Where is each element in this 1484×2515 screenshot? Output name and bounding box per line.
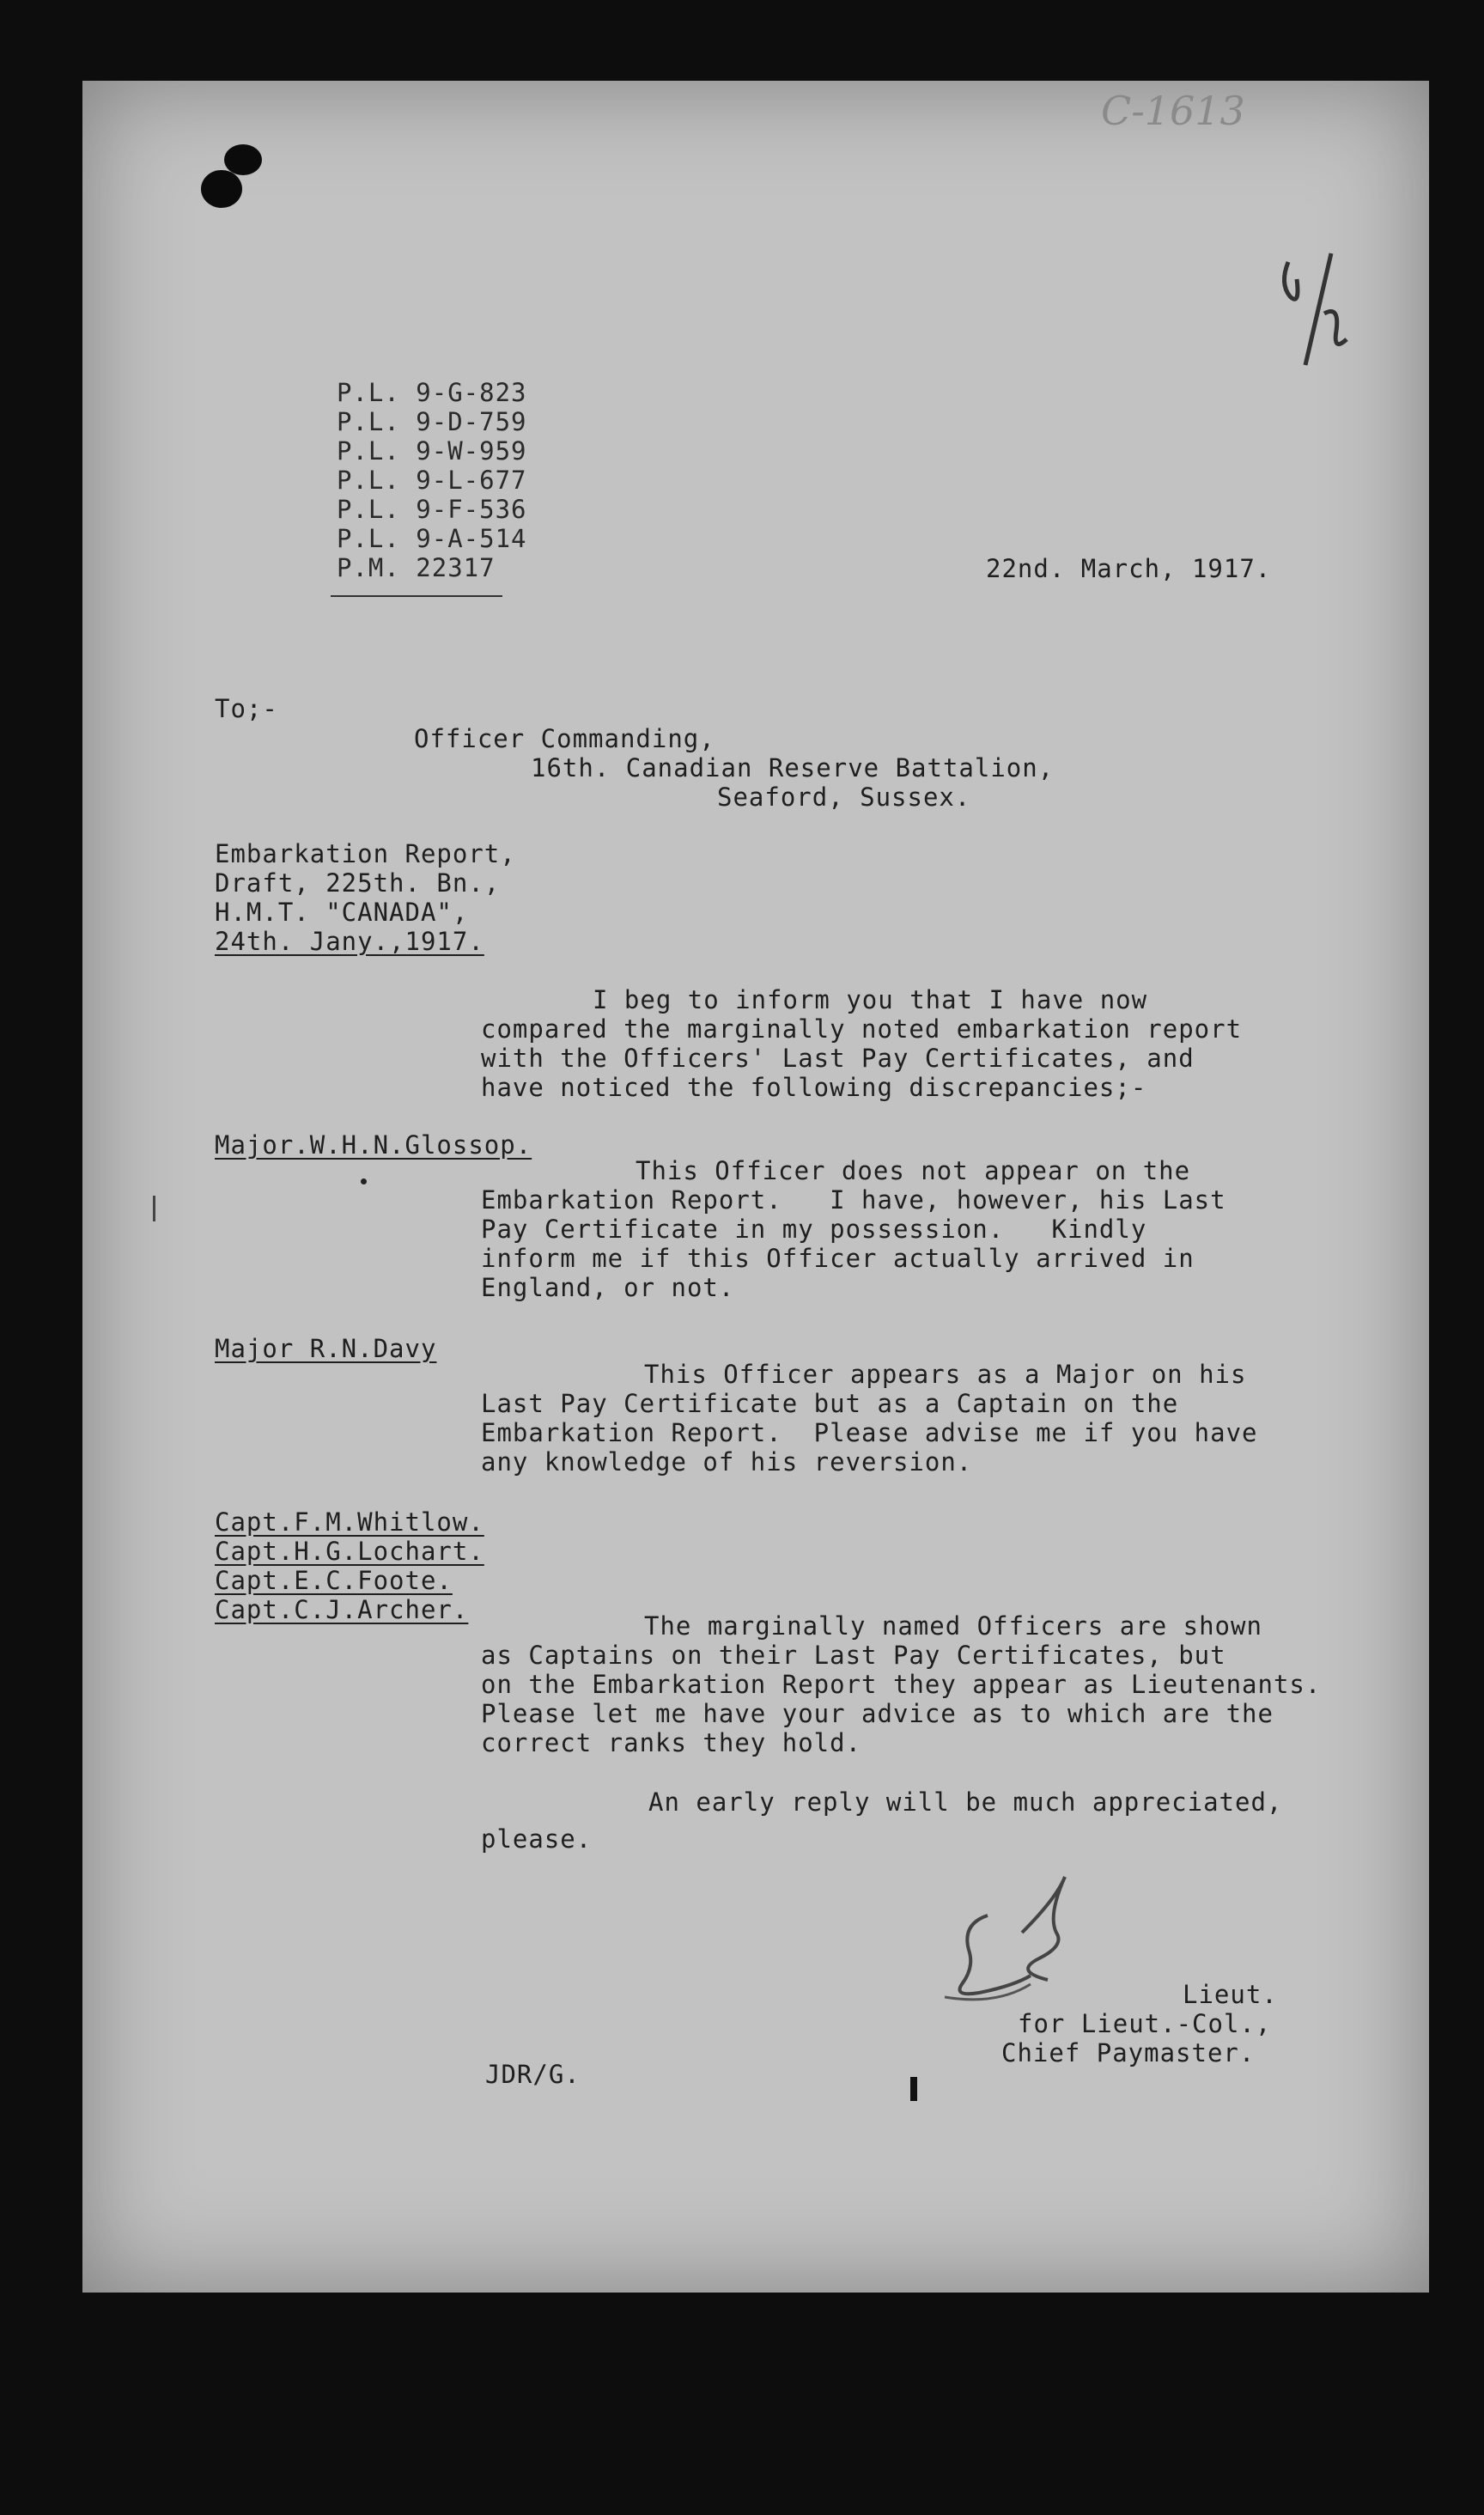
officer-name: Capt.F.M.Whitlow.	[215, 1507, 484, 1537]
item-text-line: any knowledge of his reversion.	[481, 1447, 973, 1477]
officer-name: Capt.E.C.Foote.	[215, 1566, 453, 1595]
intro-line: I beg to inform you that I have now	[593, 985, 1148, 1014]
subject-line: 24th. Jany.,1917.	[215, 927, 484, 956]
signature-line: Lieut.	[1183, 1980, 1278, 2009]
item-text-line: Pay Certificate in my possession. Kindly	[481, 1215, 1147, 1244]
typist-initials: JDR/G.	[485, 2060, 581, 2089]
officer-name: Major R.N.Davy	[215, 1334, 437, 1363]
item-text-line: Last Pay Certificate but as a Captain on the	[481, 1389, 1179, 1418]
officer-name: Capt.H.G.Lochart.	[215, 1537, 484, 1566]
handwritten-signature	[928, 1864, 1116, 2010]
subject-line: H.M.T. "CANADA",	[215, 898, 469, 927]
item-text-line: on the Embarkation Report they appear as Lieutenants.	[481, 1670, 1322, 1699]
addressee-line: 16th. Canadian Reserve Battalion,	[531, 753, 1055, 783]
reference-line: P.L. 9-G-823	[337, 378, 527, 407]
reference-line: P.M. 22317	[337, 553, 496, 582]
intro-line: have noticed the following discrepancies;-	[481, 1073, 1147, 1102]
item-text-line: This Officer does not appear on the	[636, 1156, 1191, 1185]
margin-tick	[153, 1196, 155, 1221]
item-text-line: as Captains on their Last Pay Certificates, but	[481, 1641, 1226, 1670]
reference-list	[337, 378, 527, 582]
handwritten-fraction-mark	[1271, 245, 1357, 374]
reference-line: P.L. 9-D-759	[337, 407, 527, 436]
signature-line: Chief Paymaster.	[1001, 2038, 1256, 2067]
closing-line: An early reply will be much appreciated,	[648, 1787, 1283, 1817]
officer-name: Capt.C.J.Archer.	[215, 1595, 469, 1624]
item-text-line: inform me if this Officer actually arrived in	[481, 1244, 1195, 1273]
item-text-line: England, or not.	[481, 1273, 735, 1302]
item-text-line: Embarkation Report. Please advise me if you have	[481, 1418, 1258, 1447]
signature-line: for Lieut.-Col.,	[1018, 2009, 1272, 2038]
corner-note: C-1613	[1101, 88, 1245, 134]
reference-line: P.L. 9-F-536	[337, 495, 527, 524]
intro-line: with the Officers' Last Pay Certificates, and	[481, 1044, 1195, 1073]
item-text-line: This Officer appears as a Major on his	[644, 1360, 1247, 1389]
punch-hole-mark	[196, 136, 282, 213]
letter-date: 22nd. March, 1917.	[986, 554, 1272, 583]
to-label: To;-	[215, 694, 278, 723]
item-text-line: correct ranks they hold.	[481, 1728, 862, 1757]
item-text-line: Please let me have your advice as to which are the	[481, 1699, 1274, 1728]
subject-line: Draft, 225th. Bn.,	[215, 868, 501, 898]
item-text-line: Embarkation Report. I have, however, his Last	[481, 1185, 1226, 1215]
reference-line: P.L. 9-L-677	[337, 466, 527, 495]
addressee-line: Officer Commanding,	[414, 724, 715, 753]
reference-line: P.L. 9-W-959	[337, 436, 527, 466]
item-text-line: The marginally named Officers are shown	[644, 1611, 1262, 1641]
subject-line: Embarkation Report,	[215, 839, 516, 868]
reference-line: P.L. 9-A-514	[337, 524, 527, 553]
closing-line: please.	[481, 1824, 593, 1854]
officer-name: Major.W.H.N.Glossop.	[215, 1130, 532, 1160]
intro-line: compared the marginally noted embarkation report	[481, 1014, 1243, 1044]
ink-speck	[910, 2077, 917, 2101]
ink-speck	[361, 1178, 367, 1184]
reference-underline	[331, 595, 502, 597]
addressee-line: Seaford, Sussex.	[717, 783, 971, 812]
